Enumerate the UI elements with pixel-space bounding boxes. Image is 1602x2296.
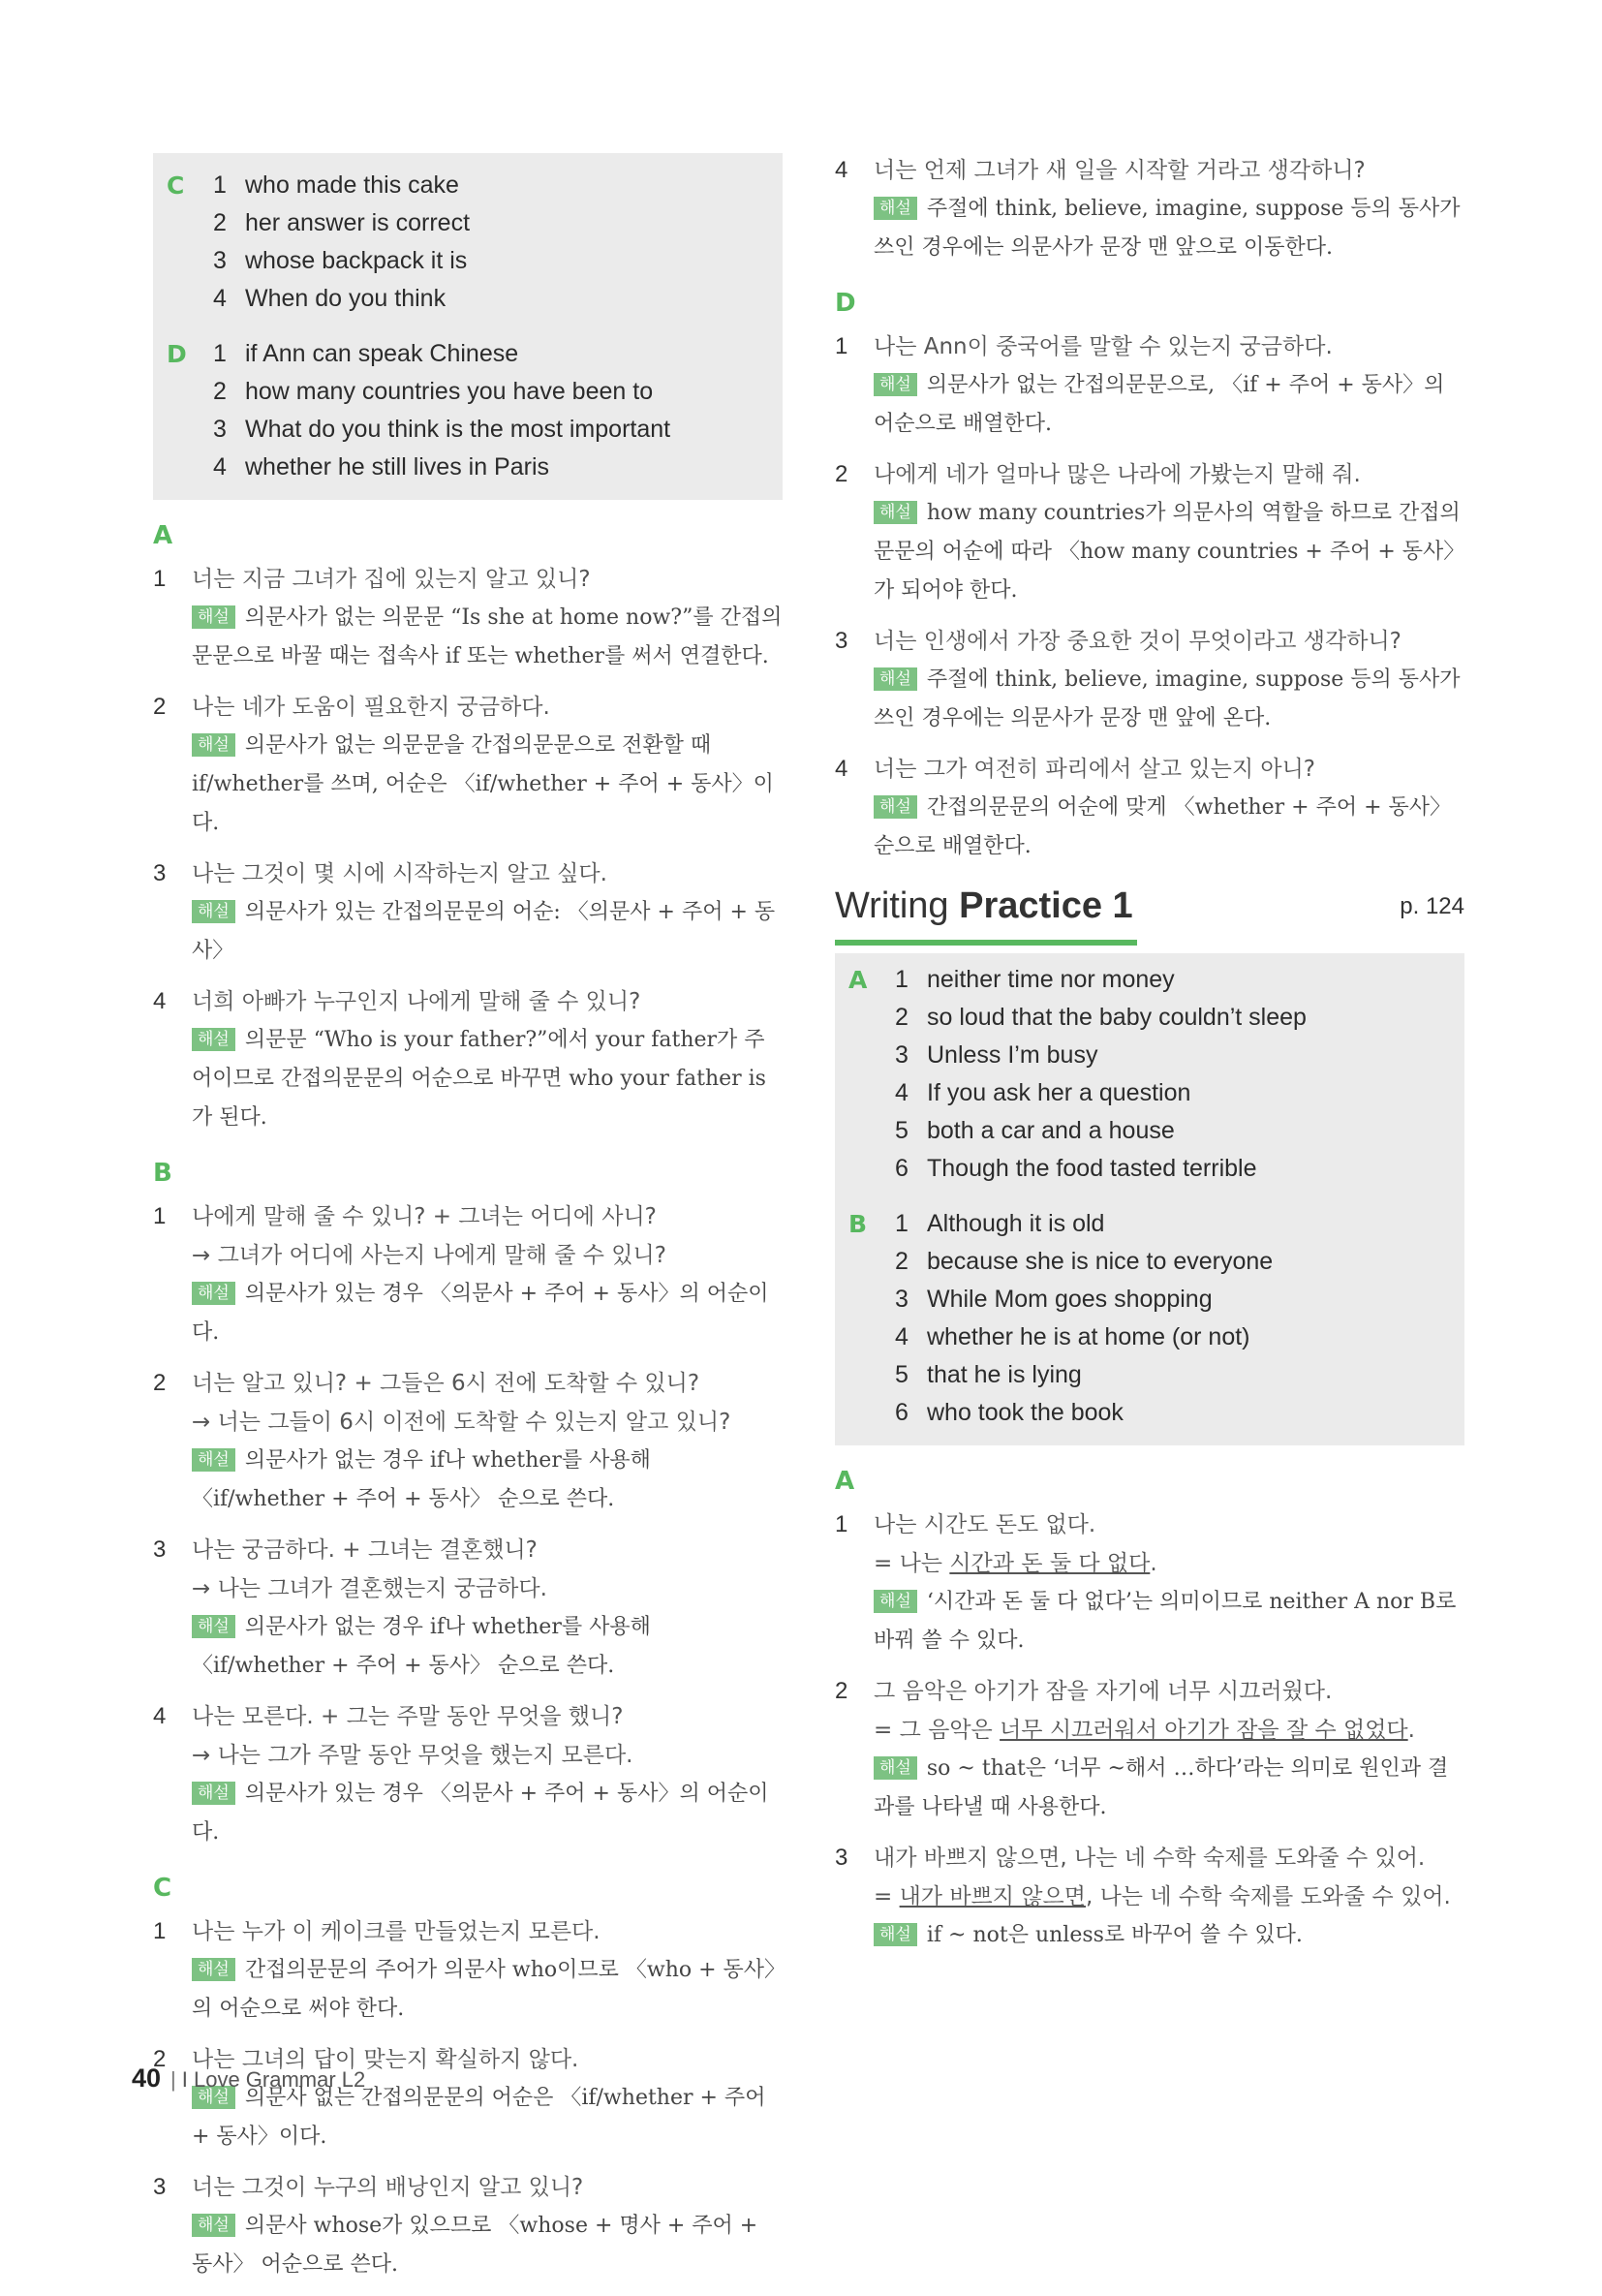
wp-question-a1: 1 나는 시간도 돈도 없다. = 나는 시간과 돈 둘 다 없다. 해설 ‘시간과 돈 둘 다 없다’는 의미이므로 neither A nor B로 바꿔 쓸 수 있다. bbox=[835, 1511, 1457, 1653]
wp-section-heading-a: A bbox=[835, 1467, 855, 1496]
question-b3: 3 나는 궁금하다. + 그녀는 결혼했니? → 나는 그녀가 결혼했는지 궁금하다. 해설 의문사가 없는 경우 if나 whether를 사용해 〈if/whether + 주어 + 동사〉 순으로 쓴다. bbox=[153, 1536, 651, 1678]
page-number: 40 bbox=[132, 2063, 162, 2093]
explanation-tag: 해설 bbox=[874, 1923, 917, 1946]
question-d2: 2 나에게 네가 얼마나 많은 나라에 가봤는지 말해 줘. 해설 how many countries가 의문사의 역할을 하므로 간접의문문의 어순에 따라 〈how many countries + 주어 + 동사〉가 되어야 한다. bbox=[835, 461, 1461, 603]
explanation-tag: 해설 bbox=[192, 1615, 235, 1638]
answer-item: 1 if Ann can speak Chinese bbox=[213, 340, 519, 367]
answer-item: 1 who made this cake bbox=[213, 171, 459, 199]
wp-question-a3: 3 내가 바쁘지 않으면, 나는 네 수학 숙제를 도와줄 수 있어. = 내가 바쁘지 않으면, 나는 네 수학 숙제를 도와줄 수 있어. 해설 if ~ not은 unless로 바꾸어 쓸 수 있다. bbox=[835, 1845, 1451, 1947]
answer-item: 6 Though the food tasted terrible bbox=[895, 1155, 1257, 1182]
answer-item: 4 When do you think bbox=[213, 285, 447, 312]
explanation-tag: 해설 bbox=[874, 667, 917, 691]
answer-group-d bbox=[167, 335, 783, 486]
explanation-tag: 해설 bbox=[192, 1782, 235, 1805]
title-underline-bar bbox=[835, 940, 1137, 946]
answer-item: 1 Although it is old bbox=[895, 1210, 1105, 1237]
arrow-icon: → bbox=[192, 1743, 211, 1768]
page-footer bbox=[132, 2063, 365, 2094]
question-a4: 4 너희 아빠가 누구인지 나에게 말해 줄 수 있니? 해설 의문문 “Who is your father?”에서 your father가 주어이므로 간접의문문의 어순으로 바꾸면 who your father is가 된다. bbox=[153, 988, 766, 1130]
section-heading-c: C bbox=[153, 1874, 172, 1903]
section-heading-a: A bbox=[153, 521, 173, 550]
question-c4: 4 너는 언제 그녀가 새 일을 시작할 거라고 생각하니? 해설 주절에 think, believe, imagine, suppose 등의 동사가 쓰인 경우에는 의문사가 문장 맨 앞으로 이동한다. bbox=[835, 157, 1461, 260]
answer-item: 2 so loud that the baby couldn’t sleep bbox=[895, 1004, 1307, 1031]
question-c1: 1 나는 누가 이 케이크를 만들었는지 모른다. 해설 간접의문문의 주어가 의문사 who이므로 〈who + 동사〉의 어순으로 써야 한다. bbox=[153, 1918, 776, 2021]
explanation-tag: 해설 bbox=[192, 1958, 235, 1981]
book-title: I Love Grammar L2 bbox=[181, 2067, 366, 2092]
answer-item: 4 If you ask her a question bbox=[895, 1079, 1191, 1106]
explanation-tag: 해설 bbox=[192, 2214, 235, 2237]
explanation-tag: 해설 bbox=[874, 501, 917, 524]
section-letter: C bbox=[167, 171, 185, 200]
arrow-icon: → bbox=[192, 1410, 211, 1435]
explanation-tag: 해설 bbox=[874, 795, 917, 819]
explanation-tag: 해설 bbox=[874, 1756, 917, 1780]
answer-item: 3 Unless I’m busy bbox=[895, 1041, 1098, 1069]
question-b1: 1 나에게 말해 줄 수 있니? + 그녀는 어디에 사니? → 그녀가 어디에 사는지 나에게 말해 줄 수 있니? 해설 의문사가 있는 경우 〈의문사 + 주어 + 동사〉의 어순이다. bbox=[153, 1203, 769, 1345]
writing-practice-title: Writing Practice 1 bbox=[835, 885, 1133, 926]
writing-answer-box bbox=[835, 953, 1464, 1445]
explanation-tag: 해설 bbox=[192, 900, 235, 923]
question-a3: 3 나는 그것이 몇 시에 시작하는지 알고 싶다. 해설 의문사가 있는 간접의문문의 어순: 〈의문사 + 주어 + 동사〉 bbox=[153, 860, 776, 963]
section-letter: D bbox=[167, 340, 187, 368]
explanation-tag: 해설 bbox=[192, 605, 235, 629]
answer-group-c bbox=[167, 167, 783, 318]
answer-item: 2 her answer is correct bbox=[213, 209, 471, 236]
question-d4: 4 너는 그가 여전히 파리에서 살고 있는지 아니? 해설 간접의문문의 어순에 맞게 〈whether + 주어 + 동사〉 순으로 배열한다. bbox=[835, 756, 1452, 858]
right-column bbox=[835, 151, 1464, 1967]
question-d1: 1 나는 Ann이 중국어를 말할 수 있는지 궁금하다. 해설 의문사가 없는 간접의문문으로, 〈if + 주어 + 동사〉의 어순으로 배열한다. bbox=[835, 333, 1445, 436]
answer-item: 3 While Mom goes shopping bbox=[895, 1286, 1213, 1313]
section-heading-b: B bbox=[153, 1159, 172, 1188]
arrow-icon: → bbox=[192, 1576, 211, 1601]
explanation-tag: 해설 bbox=[192, 2086, 235, 2109]
question-c2: 2 나는 그녀의 답이 맞는지 확실하지 않다. 해설 의문사 없는 간접의문문의 어순은 〈if/whether + 주어 + 동사〉이다. bbox=[153, 2046, 766, 2149]
section-letter: A bbox=[848, 966, 868, 994]
explanation-tag: 해설 bbox=[192, 1028, 235, 1051]
answer-item: 5 that he is lying bbox=[895, 1361, 1082, 1388]
answer-item: 3 whose backpack it is bbox=[213, 247, 468, 274]
answer-item: 5 both a car and a house bbox=[895, 1117, 1175, 1144]
answer-item: 1 neither time nor money bbox=[895, 966, 1175, 993]
explanation-tag: 해설 bbox=[874, 197, 917, 220]
answer-box bbox=[153, 153, 783, 500]
section-letter: B bbox=[848, 1210, 868, 1238]
wp-answer-group-a bbox=[848, 961, 1464, 1188]
explanation-tag: 해설 bbox=[192, 1282, 235, 1305]
page-reference: p. 124 bbox=[1400, 893, 1464, 919]
wp-question-a2: 2 그 음악은 아기가 잠을 자기에 너무 시끄러웠다. = 그 음악은 너무 시끄러워서 아기가 잠을 잘 수 없었다. 해설 so ~ that은 ‘너무 ~해서 …하다’라는 의미로 원인과 결과를 나타낼 때 사용한다. bbox=[835, 1678, 1449, 1819]
explanation-tag: 해설 bbox=[192, 1448, 235, 1472]
question-a2: 2 나는 네가 도움이 필요한지 궁금하다. 해설 의문사가 없는 의문문을 간접의문문으로 전환할 때 if/whether를 쓰며, 어순은 〈if/whether + 주어 + 동사〉이다. bbox=[153, 694, 774, 835]
answer-item: 2 because she is nice to everyone bbox=[895, 1248, 1274, 1275]
wp-answer-group-b bbox=[848, 1205, 1464, 1432]
answer-item: 3 What do you think is the most important bbox=[213, 416, 671, 443]
question-a1: 1 너는 지금 그녀가 집에 있는지 알고 있니? 해설 의문사가 없는 의문문 “Is she at home now?”를 간접의문문으로 바꿀 때는 접속사 if 또는 whether를 써서 연결한다. bbox=[153, 566, 783, 668]
question-b2: 2 너는 알고 있니? + 그들은 6시 전에 도착할 수 있니? → 너는 그들이 6시 이전에 도착할 수 있는지 알고 있니? 해설 의문사가 없는 경우 if나 whether를 사용해 〈if/whether + 주어 + 동사〉 순으로 쓴다. bbox=[153, 1370, 731, 1511]
question-b4: 4 나는 모른다. + 그는 주말 동안 무엇을 했니? → 나는 그가 주말 동안 무엇을 했는지 모른다. 해설 의문사가 있는 경우 〈의문사 + 주어 + 동사〉의 어순이다. bbox=[153, 1703, 769, 1845]
explanation-tag: 해설 bbox=[192, 733, 235, 757]
explanation-tag: 해설 bbox=[874, 373, 917, 396]
question-c3: 3 너는 그것이 누구의 배낭인지 알고 있니? 해설 의문사 whose가 있으므로 〈whose + 명사 + 주어 + 동사〉 어순으로 쓴다. bbox=[153, 2174, 758, 2277]
section-heading-d: D bbox=[835, 289, 856, 318]
answer-item: 6 who took the book bbox=[895, 1399, 1124, 1426]
question-d3: 3 너는 인생에서 가장 중요한 것이 무엇이라고 생각하니? 해설 주절에 think, believe, imagine, suppose 등의 동사가 쓰인 경우에는 의문사가 문장 맨 앞에 온다. bbox=[835, 628, 1461, 730]
explanation-tag: 해설 bbox=[874, 1590, 917, 1613]
answer-item: 4 whether he still lives in Paris bbox=[213, 453, 550, 481]
footer-separator: | bbox=[170, 2067, 176, 2092]
writing-practice-header bbox=[835, 885, 1464, 946]
left-column bbox=[153, 153, 783, 2296]
arrow-icon: → bbox=[192, 1243, 211, 1268]
answer-item: 4 whether he is at home (or not) bbox=[895, 1323, 1250, 1350]
answer-item: 2 how many countries you have been to bbox=[213, 378, 654, 405]
